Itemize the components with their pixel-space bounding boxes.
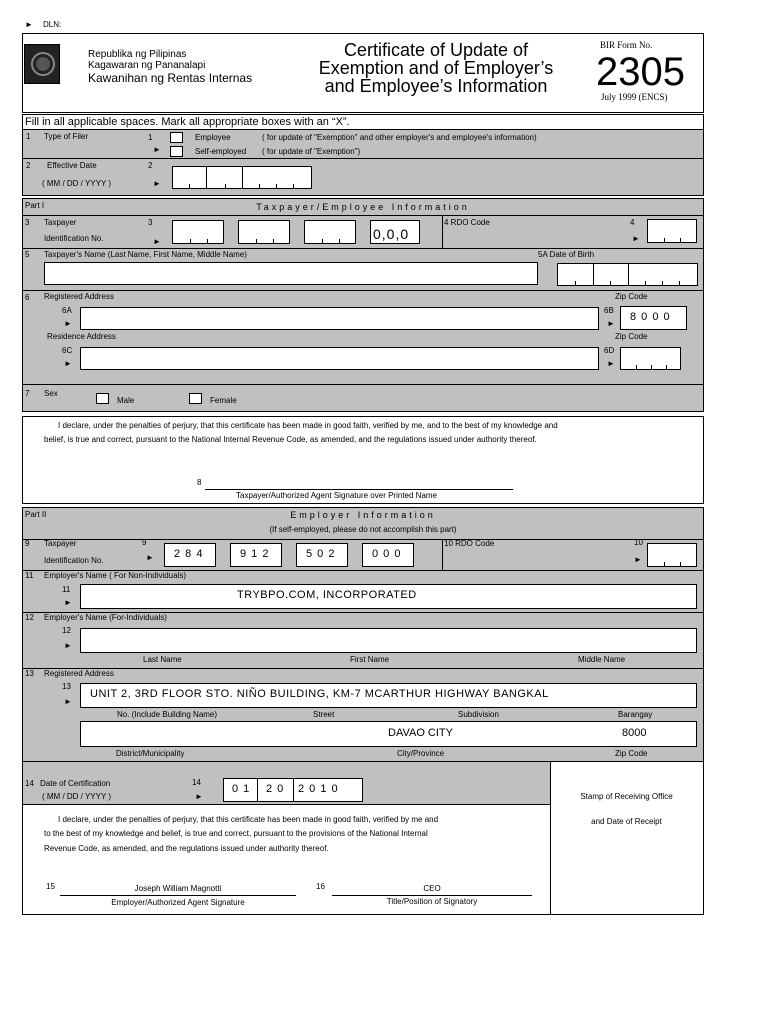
bir-seal xyxy=(24,44,60,84)
item9-label2: Identification No. xyxy=(44,556,104,565)
rdo-code-field[interactable] xyxy=(647,219,697,243)
item11-arrow: ► xyxy=(64,598,72,607)
form-edition: July 1999 (ENCS) xyxy=(601,92,668,102)
cert-year-value: 2 0 1 0 xyxy=(298,783,339,795)
tin-branch-code[interactable] xyxy=(370,220,420,244)
declaration2-line2: to the best of my knowledge and belief, is true and correct, pursuant to the provisions of the National Internal xyxy=(44,829,428,838)
female-label: Female xyxy=(210,396,237,405)
employee-label: Employee xyxy=(195,133,231,142)
item6a-arrow: ► xyxy=(64,319,72,328)
item13-number: 13 xyxy=(25,669,34,678)
self-employed-note: ( for update of "Exemption") xyxy=(262,147,361,156)
item6d-arrow: ► xyxy=(607,359,615,368)
tin-segment-3[interactable] xyxy=(304,220,356,244)
item15-number: 15 xyxy=(46,882,55,891)
item10-sub: 10 xyxy=(634,538,643,547)
dln-arrow: ► xyxy=(25,20,33,29)
item12-number: 12 xyxy=(25,613,34,622)
self-employed-label: Self-employed xyxy=(195,147,247,156)
part1-section xyxy=(22,198,704,412)
employer-tin-segment-2[interactable] xyxy=(230,543,282,567)
residence-zip-field[interactable] xyxy=(620,347,681,370)
form-title-line1: Certificate of Update of xyxy=(343,40,529,60)
title-label: Title/Position of Signatory xyxy=(386,897,478,906)
rdo-label: 4 RDO Code xyxy=(444,218,490,227)
item6-number: 6 xyxy=(25,293,30,302)
title-line[interactable] xyxy=(332,895,532,896)
item3-arrow: ► xyxy=(153,237,161,246)
signature-line-2[interactable] xyxy=(60,895,296,896)
item2-number: 2 xyxy=(26,161,31,170)
bir-form-label: BIR Form No. xyxy=(600,40,653,50)
col-city-label: City/Province xyxy=(397,749,445,758)
item3-label2: Identification No. xyxy=(44,234,104,243)
item6d-sub: 6D xyxy=(604,346,615,355)
col-district-label: District/Municipality xyxy=(116,749,185,758)
agency-line1: Republika ng Pilipinas xyxy=(88,49,187,60)
form-title-line3: and Employee’s Information xyxy=(324,76,548,96)
employer-address-label: Registered Address xyxy=(44,669,114,678)
cert-month-value: 0 1 xyxy=(232,783,251,795)
item6b-arrow: ► xyxy=(607,319,615,328)
item6c-sub: 6C xyxy=(62,346,73,355)
residence-address-field[interactable] xyxy=(80,347,599,370)
declaration2-line3: Revenue Code, as amended, and the regulations issued under authority thereof. xyxy=(44,844,329,853)
signature-line-1[interactable] xyxy=(205,489,513,490)
item6b-sub: 6B xyxy=(604,306,614,315)
agency-line3: Kawanihan ng Rentas Internas xyxy=(88,71,253,85)
zip-code-value: 8 0 0 0 xyxy=(630,311,671,323)
part1-title: Taxpayer/Employee Information xyxy=(256,202,470,212)
item7-number: 7 xyxy=(25,389,30,398)
item12-arrow: ► xyxy=(64,641,72,650)
item9-number: 9 xyxy=(25,539,30,548)
employer-tin-segment-1[interactable] xyxy=(164,543,216,567)
item16-number: 16 xyxy=(316,882,325,891)
employer-name-value: TRYBPO.COM, INCORPORATED xyxy=(237,589,417,601)
tin-segment-1[interactable] xyxy=(172,220,224,244)
employer-address-value: UNIT 2, 3RD FLOOR STO. NIÑO BUILDING, KM-7 MCARTHUR HIGHWAY BANGKAL xyxy=(90,688,549,700)
employer-individual-label: Employer's Name (For-Individuals) xyxy=(44,613,167,622)
employer-tin-segment-3[interactable] xyxy=(296,543,348,567)
item13-sub: 13 xyxy=(62,682,71,691)
taxpayer-name-field[interactable] xyxy=(44,262,538,285)
item14-label: Date of Certification xyxy=(40,779,111,788)
item6a-sub: 6A xyxy=(62,306,72,315)
part2-note: (If self-employed, please do not accomplish this part) xyxy=(269,525,457,534)
item14-arrow: ► xyxy=(195,792,203,801)
item11-sub: 11 xyxy=(62,585,71,594)
signatory-title-value: CEO xyxy=(423,884,441,893)
item2-format: ( MM / DD / YYYY ) xyxy=(42,179,112,188)
stamp-line2: and Date of Receipt xyxy=(591,817,662,826)
female-checkbox[interactable] xyxy=(189,393,202,404)
item8-number: 8 xyxy=(197,478,202,487)
male-label: Male xyxy=(117,396,135,405)
part2-label: Part II xyxy=(25,510,47,519)
item1-arrow: ► xyxy=(153,145,161,154)
part1-label: Part I xyxy=(25,201,45,210)
item5-number: 5 xyxy=(25,250,30,259)
declaration2-line1: I declare, under the penalties of perjury, that this certificate has been made in good faith, verified by me and xyxy=(58,815,439,824)
signature-label-1: Taxpayer/Authorized Agent Signature over Printed Name xyxy=(236,491,438,500)
item14-number: 14 xyxy=(25,779,34,788)
instructions-text: Fill in all applicable spaces. Mark all appropriate boxes with an “X”. xyxy=(25,116,350,128)
zip-code-label-2: Zip Code xyxy=(615,332,648,341)
declaration1-line1: I declare, under the penalties of perjury, that this certificate has been made in good faith, verified by me, and to the best of my knowledge and xyxy=(58,421,558,430)
item1-number: 1 xyxy=(26,132,31,141)
agency-line2: Kagawaran ng Pananalapi xyxy=(88,60,206,71)
middle-name-label: Middle Name xyxy=(578,655,626,664)
tin-segment-2[interactable] xyxy=(238,220,290,244)
self-employed-checkbox[interactable] xyxy=(170,146,183,157)
col-zip-label: Zip Code xyxy=(615,749,648,758)
sex-label: Sex xyxy=(44,389,58,398)
item3-number: 3 xyxy=(25,218,30,227)
item13-arrow: ► xyxy=(64,697,72,706)
item6c-arrow: ► xyxy=(64,359,72,368)
registered-address-field[interactable] xyxy=(80,307,599,330)
employer-tin-value-3: 5 0 2 xyxy=(306,548,336,560)
part2-title: Employer Information xyxy=(290,510,436,520)
effective-date-field[interactable] xyxy=(172,166,312,189)
signature-label-2: Employer/Authorized Agent Signature xyxy=(111,898,245,907)
employer-name-field[interactable] xyxy=(80,584,697,609)
item2-label: Effective Date xyxy=(47,161,97,170)
employee-note: ( for update of "Exemption" and other employer's and employee's information) xyxy=(262,133,537,142)
item4-sub: 4 xyxy=(630,218,635,227)
item12-sub: 12 xyxy=(62,626,71,635)
first-name-label: First Name xyxy=(350,655,390,664)
employer-tin-segment-4[interactable] xyxy=(362,543,414,567)
employer-rdo-field[interactable] xyxy=(647,543,697,567)
item3-label1: Taxpayer xyxy=(44,218,77,227)
dob-label: 5A Date of Birth xyxy=(538,250,595,259)
cert-day-value: 2 0 xyxy=(266,783,285,795)
declaration1-line2: belief, is true and correct, pursuant to the National Internal Revenue Code, as amended, and the regulations issued under authority thereof. xyxy=(44,435,537,444)
dob-field[interactable] xyxy=(557,263,698,286)
item3-sub: 3 xyxy=(148,218,153,227)
col-street-label: Street xyxy=(313,710,335,719)
item9-sub: 9 xyxy=(142,538,147,547)
employer-city-field[interactable] xyxy=(80,721,697,747)
employer-tin-value-2: 9 1 2 xyxy=(240,548,270,560)
item2-sub: 2 xyxy=(148,161,153,170)
item5-label: Taxpayer's Name (Last Name, First Name, Middle Name) xyxy=(44,250,247,259)
employer-tin-value-1: 2 8 4 xyxy=(174,548,204,560)
certification-date-field[interactable] xyxy=(223,778,363,802)
item9-label1: Taxpayer xyxy=(44,539,77,548)
col-subdivision-label: Subdivision xyxy=(458,710,499,719)
employer-address-field[interactable] xyxy=(80,683,697,708)
employer-individual-field[interactable] xyxy=(80,628,697,653)
employer-tin-value-4: 0 0 0 xyxy=(372,548,402,560)
stamp-line1: Stamp of Receiving Office xyxy=(580,792,673,801)
item1-label: Type of Filer xyxy=(44,132,89,141)
zip-code-field[interactable] xyxy=(620,306,687,330)
employer-name-label: Employer's Name ( For Non-Individuals) xyxy=(44,571,187,580)
item10-arrow: ► xyxy=(634,555,642,564)
form-number: 2305 xyxy=(596,50,685,94)
instructions-bar xyxy=(22,114,704,130)
last-name-label: Last Name xyxy=(143,655,182,664)
registered-address-label: Registered Address xyxy=(44,292,114,301)
item1-sub: 1 xyxy=(148,133,153,142)
col-barangay-label: Barangay xyxy=(618,710,653,719)
signer-name: Joseph William Magnotti xyxy=(134,884,222,893)
item4-arrow: ► xyxy=(632,234,640,243)
item2-arrow: ► xyxy=(153,179,161,188)
employer-city-value: DAVAO CITY xyxy=(388,727,453,739)
employer-zip-value: 8000 xyxy=(622,727,647,739)
residence-address-label: Residence Address xyxy=(47,332,116,341)
employer-rdo-label: 10 RDO Code xyxy=(444,539,495,548)
dln-label: DLN: xyxy=(43,20,62,29)
zip-code-label: Zip Code xyxy=(615,292,648,301)
item11-number: 11 xyxy=(25,571,34,580)
employee-checkbox[interactable] xyxy=(170,132,183,143)
form-title-line2: Exemption and of Employer’s xyxy=(318,58,554,78)
item14-format: ( MM / DD / YYYY ) xyxy=(42,792,112,801)
male-checkbox[interactable] xyxy=(96,393,109,404)
col-no-label: No. (Include Building Name) xyxy=(117,710,218,719)
item14-sub: 14 xyxy=(192,778,201,787)
item9-arrow: ► xyxy=(146,553,154,562)
tin-branch-value: 0,0,0 xyxy=(373,226,410,242)
